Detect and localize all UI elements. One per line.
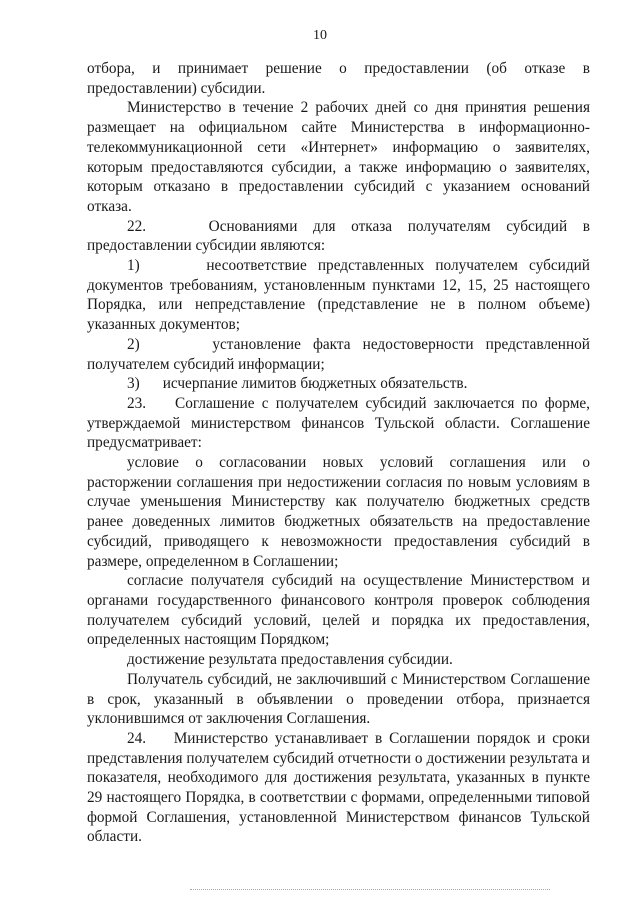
document-body [87,59,590,847]
paragraph-publication: Министерство в течение 2 рабочих дней со дня принятия решения размещает на официальном сайте Министерства в информационно-телекоммуникационной сети «Интернет» информацию о заявителях, которым предоставляются субсидии, а также информацию о заявителях, которым отказано в предоставлении субсидий с указанием оснований отказа. [87,99,590,215]
clause-23-condition-consent: согласие получателя субсидий на осуществление Министерством и органами государственного финансового контроля проверок соблюдения получателем субсидий условий, целей и порядка их предоставления, определенных настоящим Порядком; [87,572,590,649]
clause-22-item-1: 1) несоответствие представленных получателем субсидий документов требованиям, установленным пунктами 12, 15, 25 настоящего Порядка, или непредставление (представление не в полном объеме) указанных документов; [87,257,590,334]
paragraph-decision: отбора, и принимает решение о предоставлении (об отказе в предоставлении) субсидии. [87,60,590,97]
scan-artifact-line [190,889,550,893]
clause-22: 22. Основаниями для отказа получателям субсидий в предоставлении субсидии являются: [87,217,590,255]
clause-24: 24. Министерство устанавливает в Соглашении порядок и сроки представления получателем субсидий отчетности о достижении результата и показателя, необходимого для достижения результата, указанных в пункте 29 настоящего Порядка, в соответствии с формами, определенными типовой формой Соглашения, установленной Министерством финансов Тульской области. [87,729,590,846]
clause-23-condition-result: достижение результата предоставления субсидии. [127,651,453,669]
page-number: 10 [313,28,327,43]
clause-22-item-3: 3) исчерпание лимитов бюджетных обязательств. [127,375,468,393]
clause-23-condition-renegotiation: условие о согласовании новых условий соглашения или о расторжении соглашения при недостижении согласия по новым условиям в случае уменьшения Министерству как получателю бюджетных средств ранее доведенных лимитов бюджетных обязательств на предоставление субсидий, приводящего к невозможности предоставления субсидий в размере, определенном в Соглашении; [87,454,590,570]
paragraph-evasion: Получатель субсидий, не заключивший с Министерством Соглашение в срок, указанный в объявлении о проведении отбора, признается уклонившимся от заключения Соглашения. [87,670,590,728]
clause-22-item-2: 2) установление факта недостоверности представленной получателем субсидий информации; [87,335,590,373]
clause-23: 23. Соглашение с получателем субсидий заключается по форме, утверждаемой министерством финансов Тульской области. Соглашение предусматривает: [87,394,590,452]
